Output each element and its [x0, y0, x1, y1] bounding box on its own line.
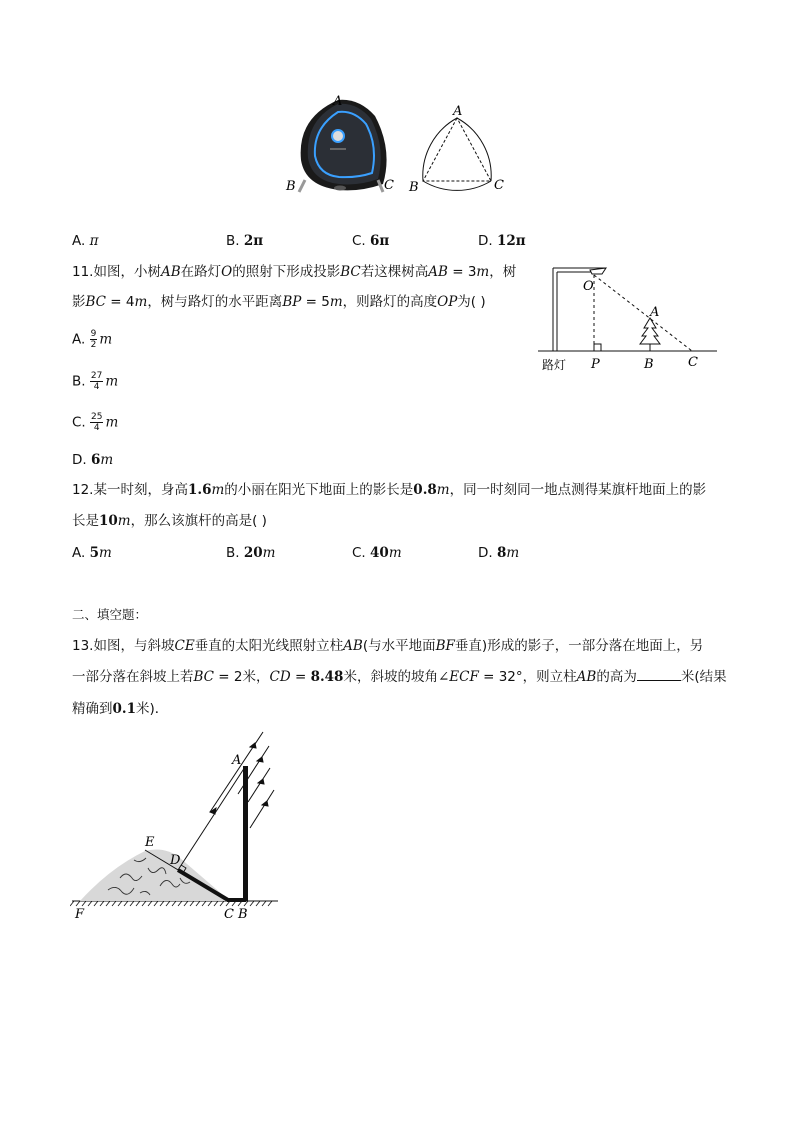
q12-option-a: A. 5m: [72, 545, 112, 561]
reuleaux-triangle: [423, 118, 491, 190]
q11-label-a: A: [650, 305, 660, 320]
device-image: [299, 100, 387, 192]
ground-hatch-stroke: [220, 901, 224, 906]
triangle-label-b: B: [409, 180, 419, 195]
ground-hatch-stroke: [190, 901, 194, 906]
section-title-fill-blank: 二、填空题：: [72, 607, 148, 622]
triangle-label-a: A: [453, 104, 463, 119]
ground-hatch-stroke: [118, 901, 122, 906]
q13-stem-line2: 一部分落在斜坡上若BC = 2米，CD = 8.48米，斜坡的坡角∠ECF = 32°，则立柱AB的高为 米(结果: [72, 669, 727, 685]
q11-figure-streetlamp: [532, 260, 727, 375]
q11-label-c: C: [688, 355, 698, 370]
ground-hatch-stroke: [268, 901, 272, 906]
triangle-label-c: C: [494, 178, 504, 193]
ground-hatch-stroke: [256, 901, 260, 906]
ground-hatch-stroke: [250, 901, 254, 906]
ground-hatch-stroke: [160, 901, 164, 906]
q12-stem-line1: 12.某一时刻，身高1.6m的小丽在阳光下地面上的影长是0.8m，同一时刻同一地点测得某旗杆地面上的影: [72, 482, 707, 498]
q11-option-c: C. $\frac{25}{4}$ m: [72, 412, 119, 433]
q11-option-b: B. $\frac{27}{4}$ m: [72, 371, 119, 392]
figure-device-triangle: [275, 88, 525, 200]
q12-stem-line2: 长是10m，那么该旗杆的高是( ): [72, 513, 267, 529]
ground-hatch-stroke: [154, 901, 158, 906]
ground-hatch-stroke: [148, 901, 152, 906]
tree-icon: [640, 318, 660, 351]
q13-label-c: C: [224, 907, 234, 922]
sun-ray-arrows: [210, 732, 274, 828]
ground-hatch-stroke: [262, 901, 266, 906]
ground-hatch-stroke: [196, 901, 200, 906]
ground-hatch-stroke: [214, 901, 218, 906]
q11-option-a: A. $\frac{9}{2}$ m: [72, 329, 113, 350]
device-label-a: A: [333, 94, 343, 109]
q12-option-b: B. 20m: [226, 545, 276, 561]
ground-hatch-stroke: [124, 901, 128, 906]
q12-option-d: D. 8m: [478, 545, 520, 561]
q10-option-a: A. π: [72, 233, 99, 249]
ground-hatch-stroke: [136, 901, 140, 906]
ground-hatch-stroke: [202, 901, 206, 906]
q11-label-b: B: [644, 357, 654, 372]
q11-label-o: O: [583, 279, 594, 294]
ground-hatch-stroke: [172, 901, 176, 906]
q11-option-d: D. 6m: [72, 452, 114, 468]
mound: [80, 850, 230, 901]
q13-stem-line3: 精确到0.1米)．: [72, 701, 169, 717]
ground-hatch-stroke: [100, 901, 104, 906]
q10-option-d: D. 12π: [478, 233, 526, 249]
ground-hatch-stroke: [112, 901, 116, 906]
q13-label-e: E: [145, 835, 155, 850]
device-label-c: C: [384, 178, 394, 193]
q13-label-d: D: [170, 853, 181, 868]
answer-blank[interactable]: [637, 667, 681, 681]
q11-label-lamp: 路灯: [542, 358, 567, 372]
ground-hatch-stroke: [70, 901, 74, 906]
q13-figure-slope-pillar: [70, 728, 285, 923]
ground-hatch-stroke: [76, 901, 80, 906]
q10-option-c: C. 6π: [352, 233, 390, 249]
ground-hatch-stroke: [208, 901, 212, 906]
ground-hatch-stroke: [94, 901, 98, 906]
q11-stem-line1: 11.如图，小树AB在路灯O的照射下形成投影BC若这棵树高AB = 3m，树: [72, 264, 517, 280]
pillar: [243, 766, 248, 901]
q13-label-f: F: [75, 907, 85, 922]
ground-hatch-stroke: [166, 901, 170, 906]
ground-hatch-stroke: [106, 901, 110, 906]
ground-hatch-stroke: [82, 901, 86, 906]
q13-label-b: B: [238, 907, 248, 922]
q13-label-a: A: [232, 753, 242, 768]
ground-hatch-stroke: [178, 901, 182, 906]
ground-hatch-stroke: [184, 901, 188, 906]
q11-label-p: P: [591, 357, 600, 372]
q11-stem-line2: 影BC = 4m，树与路灯的水平距离BP = 5m，则路灯的高度OP为( ): [72, 294, 486, 310]
ground-hatch-stroke: [88, 901, 92, 906]
ground-hatch-stroke: [142, 901, 146, 906]
q10-option-b: B. 2π: [226, 233, 264, 249]
device-label-b: B: [286, 179, 296, 194]
q12-option-c: C. 40m: [352, 545, 402, 561]
q13-stem-line1: 13.如图，与斜坡CE垂直的太阳光线照射立柱AB(与水平地面BF垂直)形成的影子，一部分落在地面上，另: [72, 638, 704, 654]
ground-hatch-stroke: [130, 901, 134, 906]
